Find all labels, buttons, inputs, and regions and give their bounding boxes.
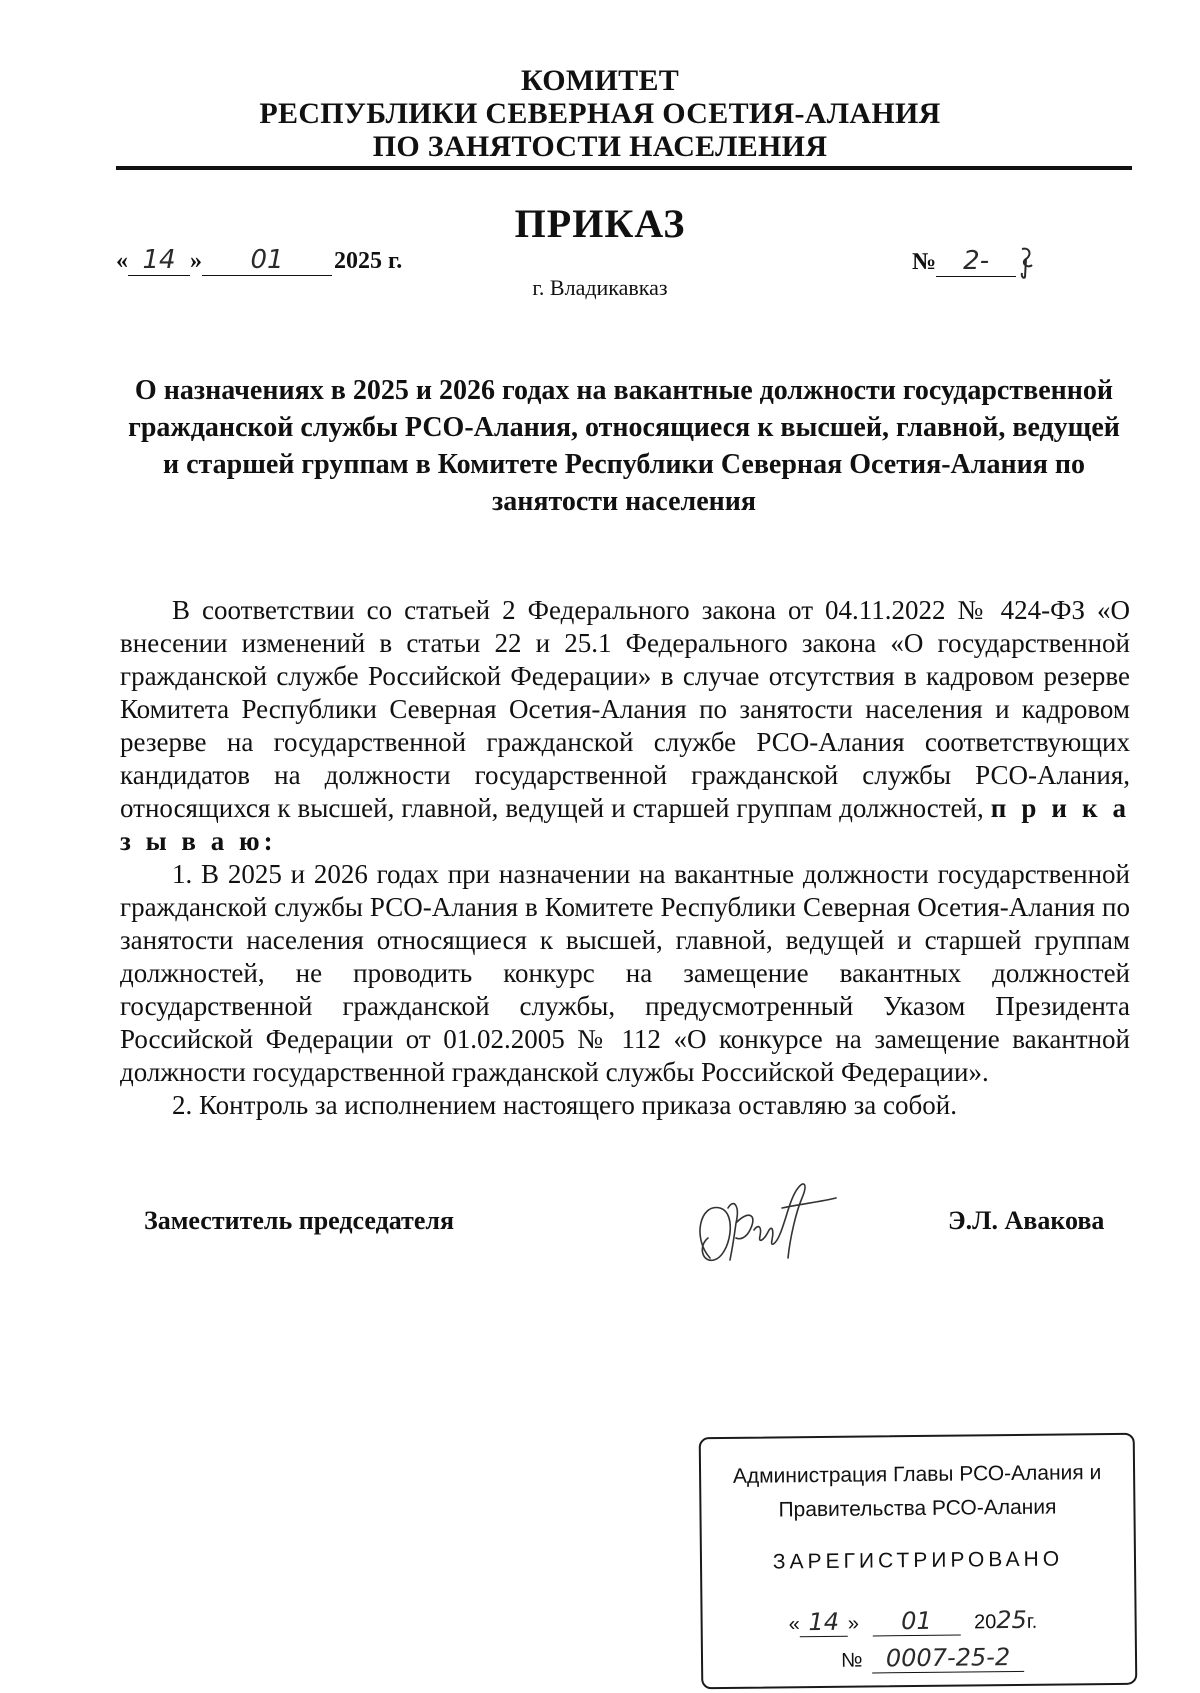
stamp-month-field [872,1607,960,1637]
date-day-value: 14 [142,245,176,275]
registration-stamp [699,1433,1138,1690]
order-number-prefix: № [912,249,937,275]
order-number-handwritten-mark [1016,245,1038,279]
order-directive-word: п р и к а з ы в а ю: [120,793,1131,856]
org-name-line-2: РЕСПУБЛИКИ СЕВЕРНАЯ ОСЕТИЯ-АЛАНИЯ [259,97,941,130]
subject-line-2: гражданской службы РСО-Алания, относящиеся к высшей, главной, ведущей [128,412,1120,443]
order-body [120,594,1130,1122]
order-item-2: 2. Контроль за исполнением настоящего приказа оставляю за собой. [172,1090,957,1120]
order-date [116,245,402,276]
order-number-value: 2- [963,246,990,276]
order-number-field [936,246,1016,277]
preamble-text: В соответствии со статьей 2 Федерального закона от 04.11.2022 № 424-ФЗ «О внесении изменений в статьи 22 и 25.1 Федерального закона «О государственной гражданской службе Российской Федерации» в случае отсутствия в кадровом резерве Комитета Республики Северная Осетия-Алания по занятости населения и кадровом резерве на государственной гражданской службе РСО-Алания соответствующих кандидатов на должности государственной гражданской службы РСО-Алания, относящихся к высшей, главной, ведущей и старшей группам должностей, [120,595,1130,823]
order-subject [116,372,1132,520]
order-item-1: 1. В 2025 и 2026 годах при назначении на вакантные должности государственной гражданской службы РСО-Алания в Комитете Республики Северная Осетия-Алания по занятости населения относящиеся к высшей, главной, ведущей и старшей группам должностей, не проводить конкурс на замещение вакантных должностей государственной гражданской службы, предусмотренный Указом Президента Российской Федерации от 01.02.2005 № 112 «О конкурсе на замещение вакантной должности государственной гражданской службы Российской Федерации». [120,859,1130,1087]
org-name-line-1: КОМИТЕТ [520,64,680,97]
stamp-month-value: 01 [901,1606,932,1636]
handwritten-signature [690,1168,840,1278]
stamp-date [788,1606,1037,1638]
stamp-authority-line-2: Правительства РСО-Алания [778,1495,1057,1522]
stamp-date-quote-open: « [788,1613,800,1636]
date-quote-open: « [116,248,128,274]
preamble-paragraph [120,594,1130,858]
subject-line-1: О назначениях в 2025 и 2026 годах на вакантные должности государственной [134,375,1114,406]
order-city: г. Владикавказ [532,275,668,300]
stamp-status: ЗАРЕГИСТРИРОВАНО [772,1547,1064,1574]
stamp-day-field [800,1608,848,1638]
date-year: 2025 г. [334,248,403,274]
stamp-day-value: 14 [808,1607,840,1637]
date-month-field [202,245,332,276]
stamp-number-value: 0007-25-2 [885,1643,1011,1673]
subject-line-4: занятости населения [491,486,757,517]
signer-role: Заместитель председателя [144,1206,455,1235]
subject-line-3: и старшей группам в Комитете Республики Северная Осетия-Алания по [162,449,1086,480]
stamp-number-prefix: № [840,1649,863,1672]
stamp-year-unit: г. [1026,1610,1038,1633]
stamp-year-prefix: 20 [973,1611,997,1634]
stamp-year-suffix: 25 [996,1605,1027,1635]
stamp-date-quote-close: » [847,1612,860,1635]
org-name-line-3: ПО ЗАНЯТОСТИ НАСЕЛЕНИЯ [372,130,828,163]
signer-name: Э.Л. Авакова [948,1206,1105,1235]
date-month-value: 01 [250,245,284,275]
stamp-number-field [872,1643,1024,1674]
stamp-authority-line-1: Администрация Главы РСО-Алания и [732,1461,1102,1488]
stamp-registration-number [841,1643,1024,1674]
date-day-field [128,245,190,276]
order-number [912,245,1038,279]
date-quote-close: » [190,248,202,274]
document-title: ПРИКАЗ [514,201,686,246]
header-divider [116,166,1132,170]
